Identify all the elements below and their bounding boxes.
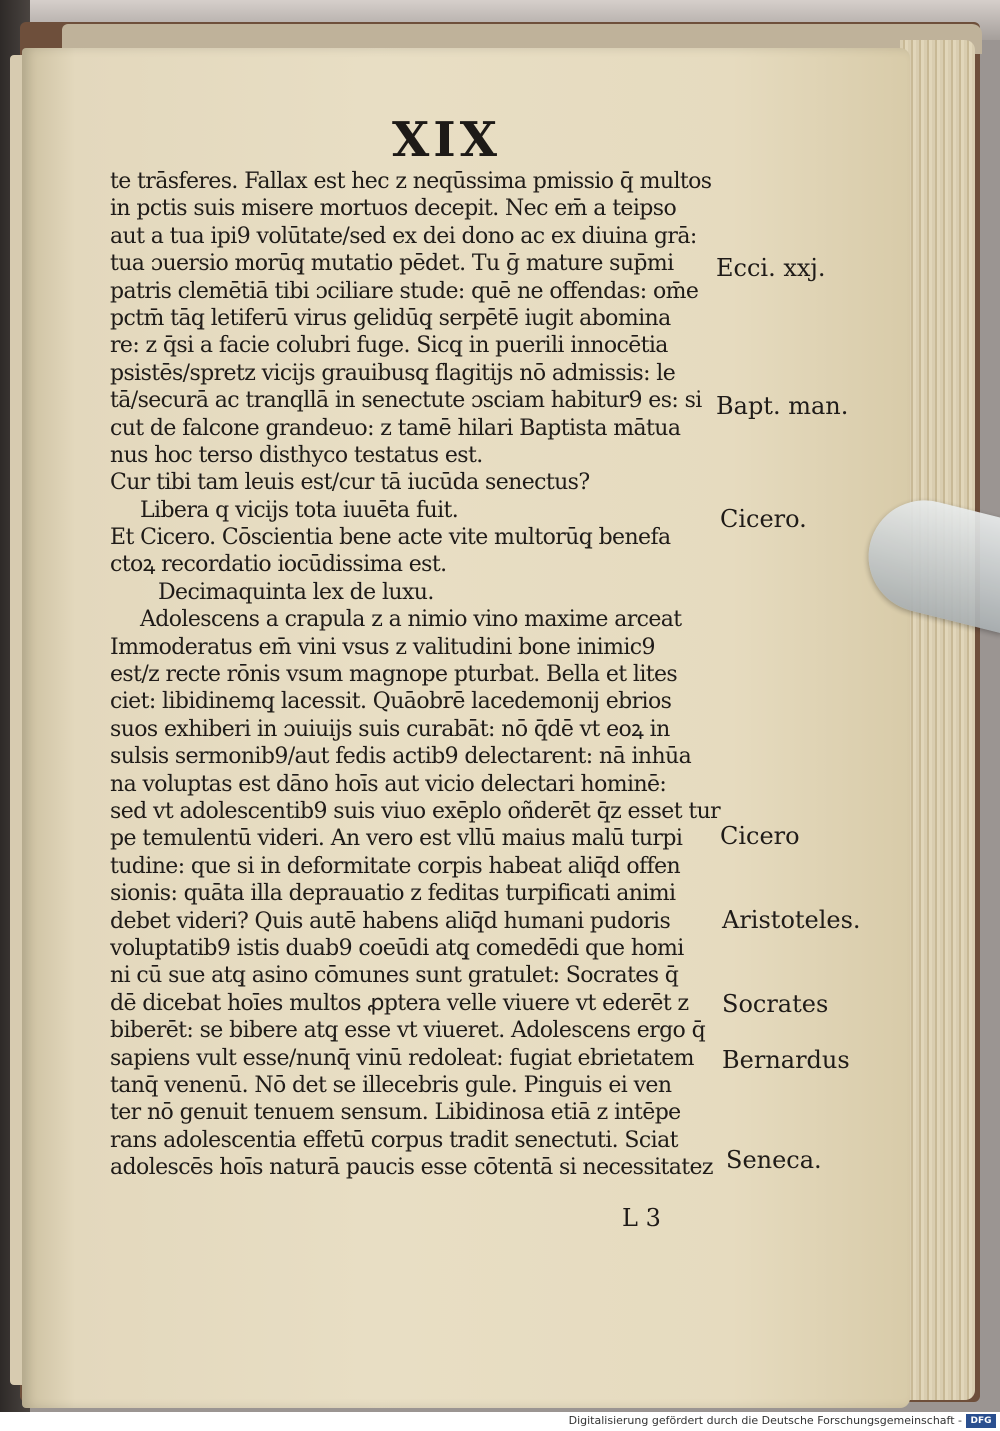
margin-note-baptista-mantuanus: Bapt. man. [716,392,849,420]
text-line: sionis: quāta illa deprauatio z feditas turpificati animi [110,881,676,907]
dfg-logo: DFG [966,1414,996,1428]
text-line: voluptatib9 istis duab9 coeūdi atq̧ comedēdi que homi [110,935,684,961]
text-line: re: z q̄si a facie colubri fuge. Sicq̧ in puerili innocētia [110,333,668,359]
text-line: rans adolescentia effetū corpus tradit senectuti. Sciat [110,1127,678,1153]
margin-note-aristoteles: Aristoteles. [722,906,861,934]
text-line: pctm̄ tāq̧ letiferū virus gelidūq̧ serpētē iugit abomina [110,305,671,331]
signature-mark: L 3 [622,1204,661,1232]
text-line: in pctis suis misere mortuos decepit. Nec em̄ a teipso [110,196,677,222]
text-line: nus hoc terso disthyco testatus est. [110,442,483,468]
text-line: adolescēs hoīs naturā paucis esse cōtentā si necessitatez [110,1155,713,1181]
margin-note-cicero: Cicero. [720,505,807,533]
text-line: tanq̄ venenū. Nō det se illecebris gule. Pinguis ei ven [110,1072,672,1098]
main-text-block [110,168,730,1181]
text-line: ctoꝝ recordatio iocūdissima est. [110,552,447,578]
margin-note-cicero-2: Cicero [720,822,800,850]
page-block-edge [900,40,975,1400]
text-line: sapiens vult esse/nunq̄ vinū redoleat: fugiat ebrietatem [110,1045,694,1071]
text-line: tā/securā ac tranqllā in senectute ɔsciam habitur9 es: si [110,388,702,414]
verse-line: Libera q vicijs tota iuuēta fuit. [140,497,459,523]
text-line: est/z recte rōnis vsum magnope pturbat. Bella et lites [110,662,678,688]
text-line: Immoderatus em̄ vini vsus z valitudini bone inimic9 [110,634,655,660]
text-line: sulsis sermonib9/aut fedis actib9 delectarent: nā inhūa [110,744,692,770]
text-line: sed vt adolescentib9 suis viuo exēplo oñderēt q̄z esset tur [110,798,721,824]
section-heading: Decimaquinta lex de luxu. [158,579,434,605]
text-line: patris clemētiā tibi ɔciliare stude: quē ne offendas: om̄e [110,278,699,304]
text-line: ciet: libidinemq̧ lacessit. Quāobrē lacedemonij ebrios [110,689,672,715]
text-line: ni cū sue atq̧ asino cōmunes sunt gratulet: Socrates q̄ [110,963,679,989]
funding-credit: Digitalisierung gefördert durch die Deutsche Forschungsgemeinschaft - [568,1414,962,1427]
text-line: psistēs/spretz vicijs grauibusq̧ flagitijs nō admissis: le [110,360,676,386]
text-line: cut de falcone grandeuo: z tamē hilari Baptista mātua [110,415,681,441]
text-line: tudine: que si in deformitate corpis habeat aliq̄d offen [110,853,681,879]
text-line: Et Cicero. Cōscientia bene acte vite multorūq̧ benefa [110,525,671,551]
text-line: suos exhiberi in ɔuiuijs suis curabāt: nō q̄dē vt eoꝝ in [110,716,670,742]
text-line: tua ɔuersio morūq̧ mutatio pēdet. Tu ḡ mature sup̄mi [110,251,674,277]
text-line: dē dicebat hoīes multos ꝓptera velle viuere vt ederēt z [110,990,689,1016]
text-line: ter nō genuit tenuem sensum. Libidinosa etiā z intēpe [110,1100,681,1126]
text-line: biberēt: se bibere atq̧ esse vt viueret. Adolescens ergo q̄ [110,1018,706,1044]
text-line: aut a tua ipi9 volūtate/sed ex dei dono ac ex diuina grā: [110,223,697,249]
margin-note-ecclesiasticus: Ecci. xxj. [716,254,826,282]
text-line: debet videri? Quis autē habens aliq̄d humani pudoris [110,908,671,934]
margin-note-socrates: Socrates [722,990,829,1018]
text-line: te trāsferes. Fallax est hec z neqūssima pmissio q̄ multos [110,169,712,194]
margin-note-bernardus: Bernardus [722,1046,850,1074]
text-line: Adolescens a crapula z a nimio vino maxime arceat [140,607,682,633]
text-line: na voluptas est dāno hoīs aut vicio delectari hominē: [110,771,667,797]
margin-note-seneca: Seneca. [726,1146,822,1174]
verse-line: Cur tibi tam leuis est/cur tā iucūda senectus? [110,470,590,496]
folio-number: XIX [392,112,501,168]
text-line: pe temulentū videri. An vero est vllū maius malū turpi [110,826,683,852]
